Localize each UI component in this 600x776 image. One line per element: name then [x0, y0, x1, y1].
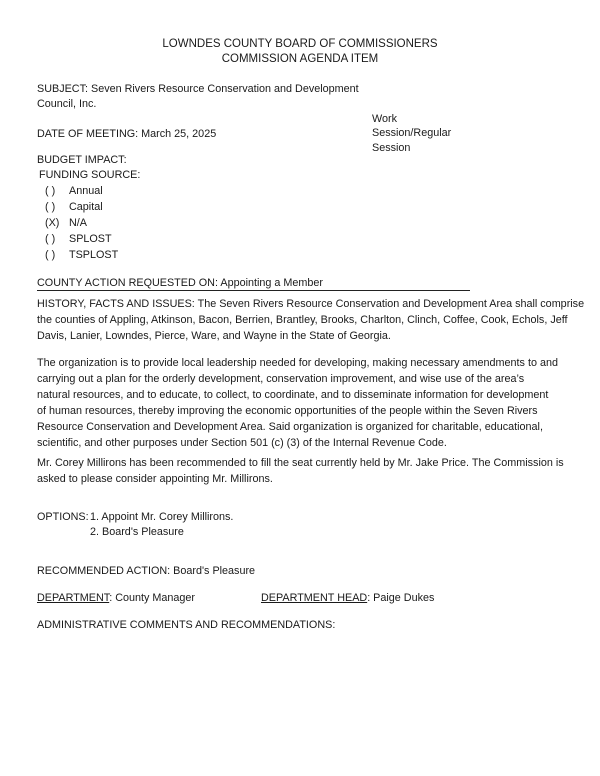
option-item: 1. Appoint Mr. Corey Millirons.: [90, 511, 234, 523]
department-label: DEPARTMENT: [37, 592, 110, 604]
department: [37, 591, 195, 605]
budget-impact-label: BUDGET IMPACT:: [37, 154, 127, 166]
recommendation-line: Mr. Corey Millirons has been recommended to fill the seat currently held by Mr. Jake Price. The Commission is: [37, 457, 564, 469]
department-head-value: : Paige Dukes: [367, 592, 435, 604]
history-line: the counties of Appling, Atkinson, Bacon, Berrien, Brantley, Brooks, Charlton, Clinch, Coffee, Cook, Echols, Jeff: [37, 314, 568, 326]
section-divider: [37, 290, 470, 291]
meeting-type: Session/Regular: [372, 127, 452, 139]
organization-line: Resource Conservation and Development Area. Said organization is organized for charitable, educational,: [37, 421, 543, 433]
subject-line: Council, Inc.: [37, 98, 97, 110]
department-value: : County Manager: [109, 592, 196, 604]
date-of-meeting: DATE OF MEETING: March 25, 2025: [37, 128, 217, 140]
history-line: Davis, Lanier, Lowndes, Pierce, Ware, and Wayne in the State of Georgia.: [37, 330, 391, 342]
funding-option-mark: ( ): [45, 201, 56, 213]
organization-line: carrying out a plan for the orderly development, conservation improvement, and wise use of the area’s: [37, 373, 525, 385]
funding-option-label: SPLOST: [69, 233, 112, 245]
administrative-comments: ADMINISTRATIVE COMMENTS AND RECOMMENDATIONS:: [37, 619, 336, 631]
organization-line: natural resources, and to educate, to collect, to coordinate, and to disseminate information for development: [37, 389, 549, 401]
funding-option-mark: ( ): [45, 185, 56, 197]
county-action-requested: COUNTY ACTION REQUESTED ON: Appointing a Member: [37, 277, 324, 289]
funding-option-label: TSPLOST: [69, 249, 119, 261]
meeting-type: Session: [372, 142, 411, 154]
organization-line: scientific, and other purposes under Section 501 (c) (3) of the Internal Revenue Code.: [37, 437, 447, 449]
meeting-type: Work: [372, 113, 397, 125]
recommended-action: RECOMMENDED ACTION: Board's Pleasure: [37, 565, 256, 577]
option-item: 2. Board's Pleasure: [90, 526, 184, 538]
document-subtitle: COMMISSION AGENDA ITEM: [221, 53, 379, 65]
organization-line: of human resources, thereby improving the economic opportunities of the people within the Seven Rivers: [37, 405, 538, 417]
funding-option-label: N/A: [69, 217, 87, 229]
recommendation-line: asked to please consider appointing Mr. Millirons.: [37, 473, 273, 485]
funding-option-label: Capital: [69, 201, 103, 213]
funding-option-mark: ( ): [45, 233, 56, 245]
funding-option-mark: ( ): [45, 249, 56, 261]
history-line: HISTORY, FACTS AND ISSUES: The Seven Rivers Resource Conservation and Development Area shall comprise: [37, 298, 585, 310]
document-title: LOWNDES COUNTY BOARD OF COMMISSIONERS: [162, 38, 438, 50]
funding-option-label: Annual: [69, 185, 103, 197]
options-label: OPTIONS:: [37, 511, 89, 523]
funding-source-label: FUNDING SOURCE:: [39, 169, 141, 181]
funding-option-mark: (X): [45, 217, 60, 229]
subject-line: SUBJECT: Seven Rivers Resource Conservation and Development: [37, 83, 359, 95]
organization-line: The organization is to provide local leadership needed for developing, making necessary amendments to and: [37, 357, 558, 369]
department-head-label: DEPARTMENT HEAD: [261, 592, 368, 604]
department-head: [261, 591, 434, 605]
